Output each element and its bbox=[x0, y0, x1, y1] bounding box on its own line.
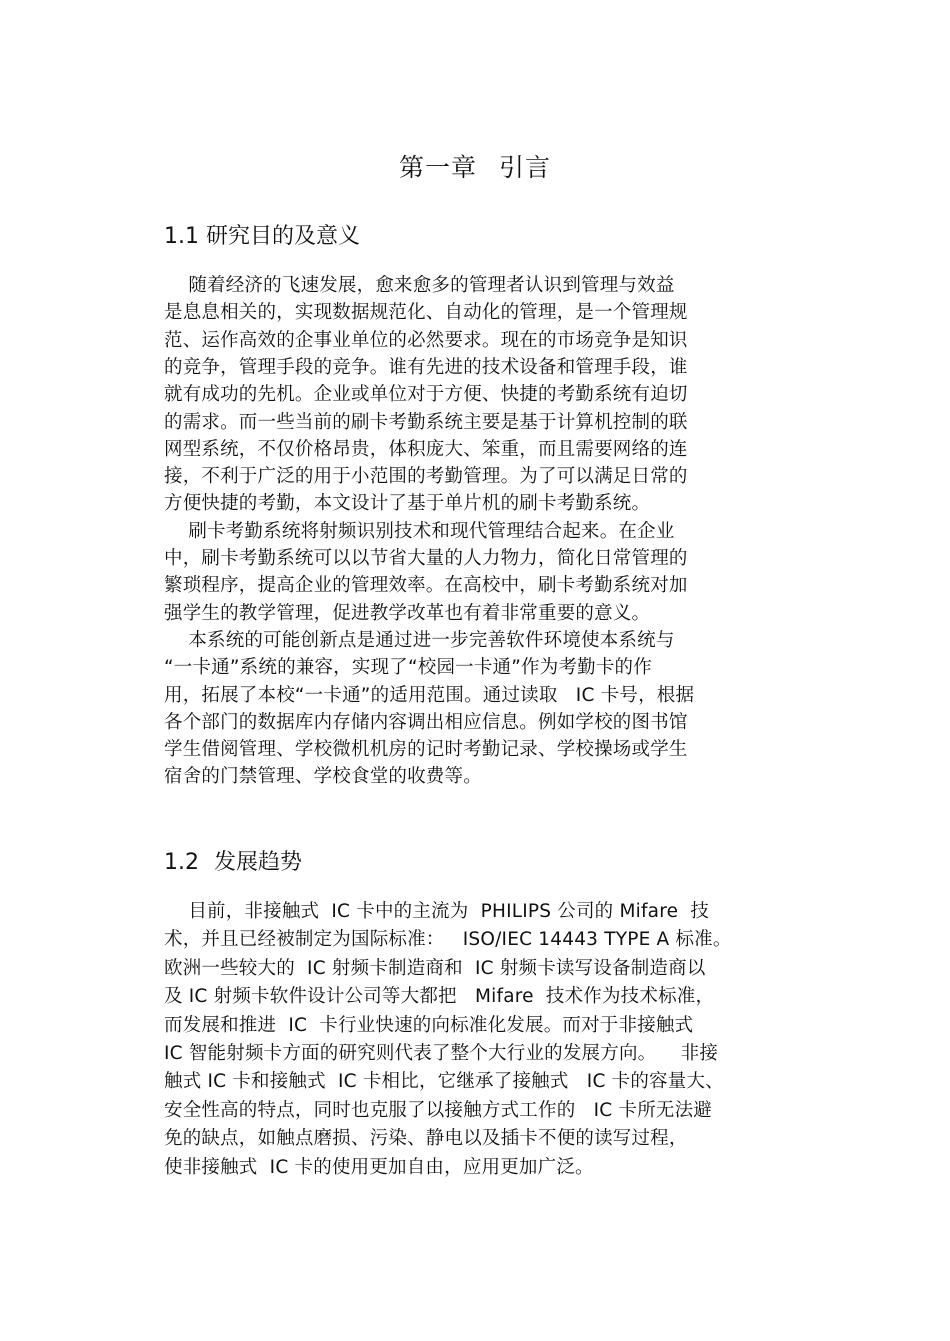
section-title: 研究目的及意义 bbox=[206, 224, 361, 249]
text-line: 网型系统，不仅价格昂贵，体积庞大、笨重，而且需要网络的连 bbox=[164, 438, 688, 460]
text-line: 中，刷卡考勤系统可以以节省大量的人力物力，简化日常管理的 bbox=[164, 548, 688, 569]
text-line: 范、运作高效的企事业单位的必然要求。现在的市场竞争是知识 bbox=[164, 329, 688, 351]
text-line: 繁琐程序，提高企业的管理效率。在高校中，刷卡考勤系统对加 bbox=[164, 575, 688, 597]
section-number: 1.2 bbox=[164, 850, 199, 875]
section-heading-1-1 bbox=[164, 219, 360, 250]
chapter-title: 引言 bbox=[499, 153, 552, 182]
section-number: 1.1 bbox=[164, 224, 199, 249]
text-line: 接，不利于广泛的用于小范围的考勤管理。为了可以满足日常的 bbox=[164, 466, 688, 488]
chapter-label: 第一章 bbox=[398, 153, 477, 182]
text-line: 免的缺点，如触点磨损、污染、静电以及插卡不便的读写过程， bbox=[164, 1128, 688, 1150]
text-line: 各个部门的数据库内存储内容调出相应信息。例如学校的图书馆 bbox=[164, 711, 688, 733]
text-line: IC 智能射频卡方面的研究则代表了整个大行业的发展方向。 非接 bbox=[164, 1043, 719, 1064]
text-line: 强学生的教学管理，促进教学改革也有着非常重要的意义。 bbox=[164, 602, 651, 624]
text-line: 宿舍的门禁管理、学校食堂的收费等。 bbox=[164, 766, 482, 788]
text-line: 而发展和推进 IC 卡行业快速的向标准化发展。而对于非接触式 bbox=[164, 1014, 694, 1036]
text-line: 术，并且已经被制定为国际标准： ISO/IEC 14443 TYPE A 标准。 bbox=[164, 929, 732, 951]
text-line: 的竞争，管理手段的竞争。谁有先进的技术设备和管理手段，谁 bbox=[164, 356, 688, 378]
text-line: 学生借阅管理、学校微机机房的记时考勤记录、学校操场或学生 bbox=[164, 739, 688, 761]
text-line: 目前，非接触式 IC 卡中的主流为 PHILIPS 公司的 Mifare 技 bbox=[164, 901, 710, 922]
text-line: “一卡通”系统的兼容，实现了“校园一卡通”作为考勤卡的作 bbox=[164, 657, 652, 679]
text-line: 的需求。而一些当前的刷卡考勤系统主要是基于计算机控制的联 bbox=[164, 411, 688, 433]
text-line: 方便快捷的考勤，本文设计了基于单片机的刷卡考勤系统。 bbox=[164, 493, 651, 515]
text-line: 触式 IC 卡和接触式 IC 卡相比，它继承了接触式 IC 卡的容量大、 bbox=[164, 1071, 724, 1093]
text-line: 安全性高的特点，同时也克服了以接触方式工作的 IC 卡所无法避 bbox=[164, 1099, 712, 1121]
text-line: 使非接触式 IC 卡的使用更加自由，应用更加广泛。 bbox=[164, 1156, 594, 1178]
text-line: 刷卡考勤系统将射频识别技术和现代管理结合起来。在企业 bbox=[164, 520, 675, 542]
chapter-heading bbox=[0, 148, 950, 184]
text-line: 随着经济的飞速发展，愈来愈多的管理者认识到管理与效益 bbox=[164, 275, 675, 296]
section-title: 发展趋势 bbox=[214, 850, 303, 875]
text-line: 用，拓展了本校“一卡通”的适用范围。通过读取 IC 卡号，根据 bbox=[164, 684, 695, 706]
text-line: 就有成功的先机。企业或单位对于方便、快捷的考勤系统有迫切 bbox=[164, 384, 688, 406]
section-heading-1-2 bbox=[164, 845, 302, 876]
text-line: 及 IC 射频卡软件设计公司等大都把 Mifare 技术作为技术标准， bbox=[164, 986, 715, 1008]
text-line: 是息息相关的，实现数据规范化、自动化的管理，是一个管理规 bbox=[164, 302, 688, 324]
text-line: 本系统的可能创新点是通过进一步完善软件环境使本系统与 bbox=[164, 629, 675, 651]
text-line: 欧洲一些较大的 IC 射频卡制造商和 IC 射频卡读写设备制造商以 bbox=[164, 957, 706, 979]
